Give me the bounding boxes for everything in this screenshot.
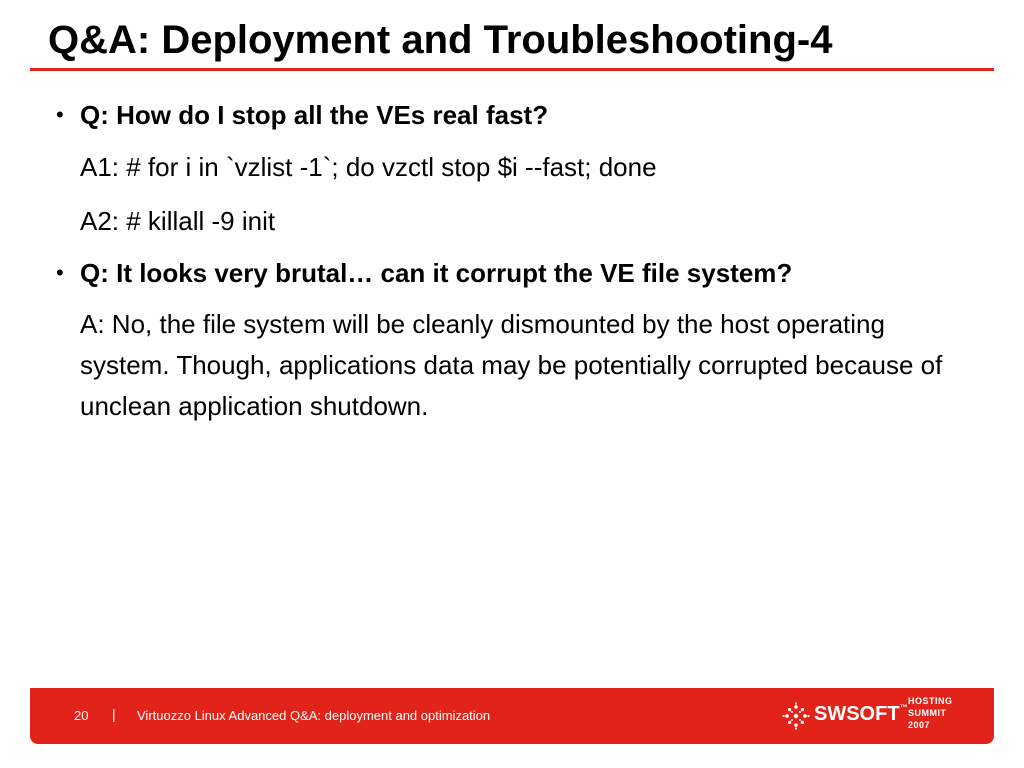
question-item [56,96,956,134]
logo-trademark: ™ [899,703,908,712]
answer-text: A1: # for i in `vzlist -1`; do vzctl stop $i --fast; done [80,152,657,182]
answer-text: A2: # killall -9 init [80,206,276,236]
slide-content [56,96,956,439]
question-item [56,254,956,292]
page-number: 20 [74,708,89,723]
bullet-icon: • [56,102,64,127]
title-divider [30,68,994,71]
logo-sw: SW [814,703,847,725]
hosting-summit-mark [908,695,953,731]
footer-separator: | [112,706,116,722]
logo-soft: SOFT [846,703,900,725]
summit-line-1: HOSTING [908,696,953,706]
swsoft-logo-text [814,703,908,726]
answer-text: A: No, the file system will be cleanly dismounted by the host operating system. Though, applications data may be potentially corrupted because of unclean application shutdown. [80,309,943,421]
footer-bar [30,688,994,744]
footer-text: Virtuozzo Linux Advanced Q&A: deployment and optimization [137,708,491,723]
question-text: Q: It looks very brutal… can it corrupt the VE file system? [80,258,793,288]
summit-line-2: SUMMIT [908,708,947,718]
slide-title: Q&A: Deployment and Troubleshooting-4 [48,18,833,62]
bullet-icon: • [56,260,64,285]
summit-line-3: 2007 [908,720,931,730]
question-text: Q: How do I stop all the VEs real fast? [80,100,549,130]
swsoft-logo-icon [782,702,810,730]
